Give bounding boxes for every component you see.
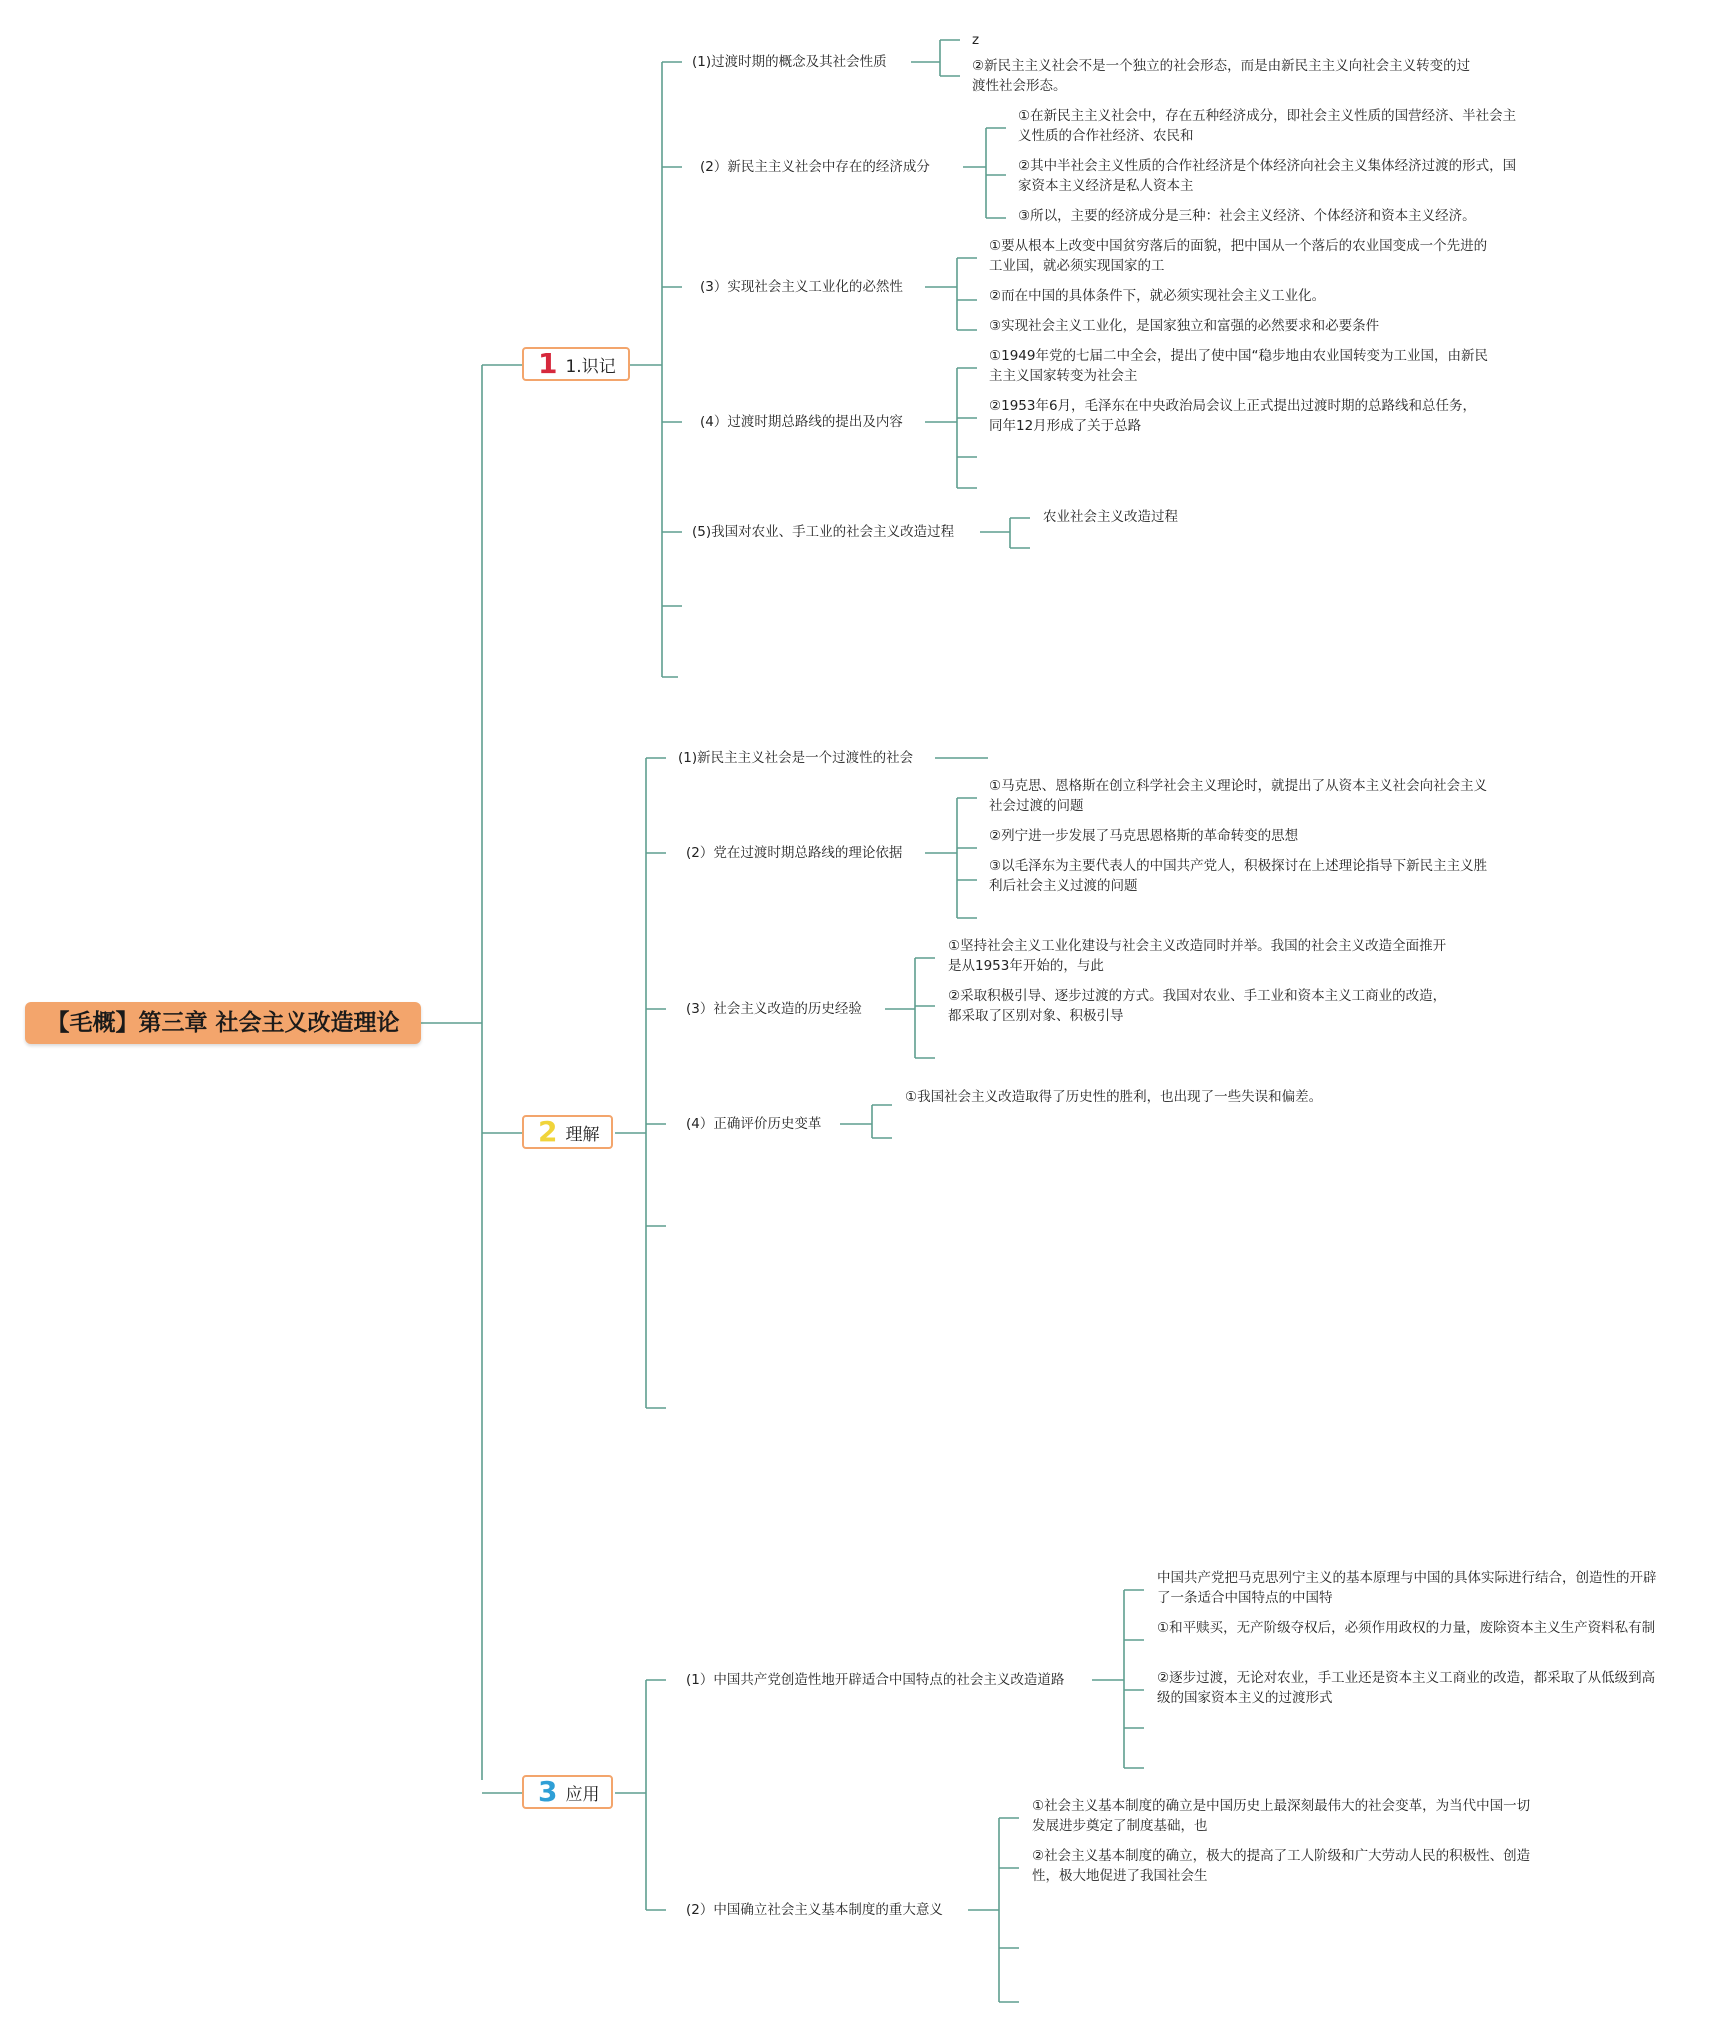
leaf-node[interactable]: ①1949年党的七届二中全会，提出了使中国“稳步地由农业国转变为工业国，由新民主主义国家转变为社会主	[989, 348, 1488, 384]
leaf-node[interactable]: ①和平赎买，无产阶级夺权后，必须作用政权的力量，废除资本主义生产资料私有制	[1157, 1620, 1656, 1636]
leaf-node[interactable]: ③实现社会主义工业化，是国家独立和富强的必然要求和必要条件	[989, 318, 1380, 334]
topic-node[interactable]: (4）正确评价历史变革	[686, 1116, 822, 1132]
leaf-node[interactable]: ②新民主主义社会不是一个独立的社会形态，而是由新民主主义向社会主义转变的过渡性社会形态。	[972, 58, 1471, 94]
leaf-node[interactable]: ②其中半社会主义性质的合作社经济是个体经济向社会主义集体经济过渡的形式，国家资本主义经济是私人资本主	[1018, 158, 1517, 194]
topic-node[interactable]: (2）党在过渡时期总路线的理论依据	[686, 845, 903, 861]
section-label: 理解	[565, 1124, 600, 1145]
leaf-node[interactable]: 中国共产党把马克思列宁主义的基本原理与中国的具体实际进行结合，创造性的开辟了一条适合中国特点的中国特	[1157, 1570, 1657, 1606]
leaf-node[interactable]: ②而在中国的具体条件下，就必须实现社会主义工业化。	[989, 288, 1326, 304]
leaf-node[interactable]: ①马克思、恩格斯在创立科学社会主义理论时，就提出了从资本主义社会向社会主义社会过渡的问题	[989, 778, 1488, 814]
topic-node[interactable]: (2）新民主主义社会中存在的经济成分	[700, 159, 930, 175]
leaf-node[interactable]: z	[972, 32, 980, 48]
leaf-node[interactable]: ①我国社会主义改造取得了历史性的胜利，也出现了一些失误和偏差。	[905, 1089, 1323, 1105]
leaf-node[interactable]: ①坚持社会主义工业化建设与社会主义改造同时并举。我国的社会主义改造全面推开是从1953年开始的，与此	[948, 938, 1447, 974]
topic-node[interactable]: (5)我国对农业、手工业的社会主义改造过程	[692, 524, 955, 540]
leaf-node[interactable]: ②社会主义基本制度的确立，极大的提高了工人阶级和广大劳动人民的积极性、创造性，极大地促进了我国社会生	[1032, 1848, 1531, 1884]
topic-node[interactable]: (2）中国确立社会主义基本制度的重大意义	[686, 1902, 943, 1918]
leaf-node[interactable]: ①要从根本上改变中国贫穷落后的面貌，把中国从一个落后的农业国变成一个先进的工业国，就必须实现国家的工	[989, 238, 1488, 274]
topic-node[interactable]: (1)新民主主义社会是一个过渡性的社会	[678, 750, 914, 766]
leaf-node[interactable]: ②采取积极引导、逐步过渡的方式。我国对农业、手工业和资本主义工商业的改造，都采取了区别对象、积极引导	[948, 988, 1447, 1024]
topic-node[interactable]: (4）过渡时期总路线的提出及内容	[700, 414, 903, 430]
section-node-recall[interactable]	[522, 347, 630, 381]
leaf-node[interactable]: ③所以，主要的经济成分是三种：社会主义经济、个体经济和资本主义经济。	[1018, 208, 1476, 224]
topic-node[interactable]: (1)过渡时期的概念及其社会性质	[692, 54, 887, 70]
section-number-badge: 3	[538, 1775, 558, 1808]
leaf-node[interactable]: ②1953年6月，毛泽东在中央政治局会议上正式提出过渡时期的总路线和总任务，同年12月形成了关于总路	[989, 398, 1477, 434]
topic-node[interactable]: (3）社会主义改造的历史经验	[686, 1001, 862, 1017]
section-node-apply[interactable]	[522, 1775, 613, 1809]
leaf-node[interactable]: ③以毛泽东为主要代表人的中国共产党人，积极探讨在上述理论指导下新民主主义胜利后社会主义过渡的问题	[989, 858, 1488, 894]
leaf-node[interactable]: ②列宁进一步发展了马克思恩格斯的革命转变的思想	[989, 828, 1299, 844]
section-label: 应用	[565, 1784, 600, 1805]
root-node[interactable]: 【毛概】第三章 社会主义改造理论	[25, 1002, 421, 1044]
leaf-node[interactable]: ①在新民主主义社会中，存在五种经济成分，即社会主义性质的国营经济、半社会主义性质的合作社经济、农民和	[1018, 108, 1517, 144]
leaf-node[interactable]: 农业社会主义改造过程	[1043, 509, 1178, 525]
topic-node[interactable]: (1）中国共产党创造性地开辟适合中国特点的社会主义改造道路	[686, 1672, 1065, 1688]
leaf-node[interactable]: ②逐步过渡，无论对农业，手工业还是资本主义工商业的改造，都采取了从低级到高级的国家资本主义的过渡形式	[1157, 1670, 1656, 1706]
section-node-understand[interactable]	[522, 1115, 613, 1149]
section-number-badge: 2	[538, 1115, 558, 1148]
section-number-badge: 1	[538, 347, 558, 380]
topic-node[interactable]: (3）实现社会主义工业化的必然性	[700, 279, 903, 295]
leaf-node[interactable]: ①社会主义基本制度的确立是中国历史上最深刻最伟大的社会变革，为当代中国一切发展进步奠定了制度基础，也	[1032, 1798, 1531, 1834]
section-label: 1.识记	[565, 356, 616, 377]
